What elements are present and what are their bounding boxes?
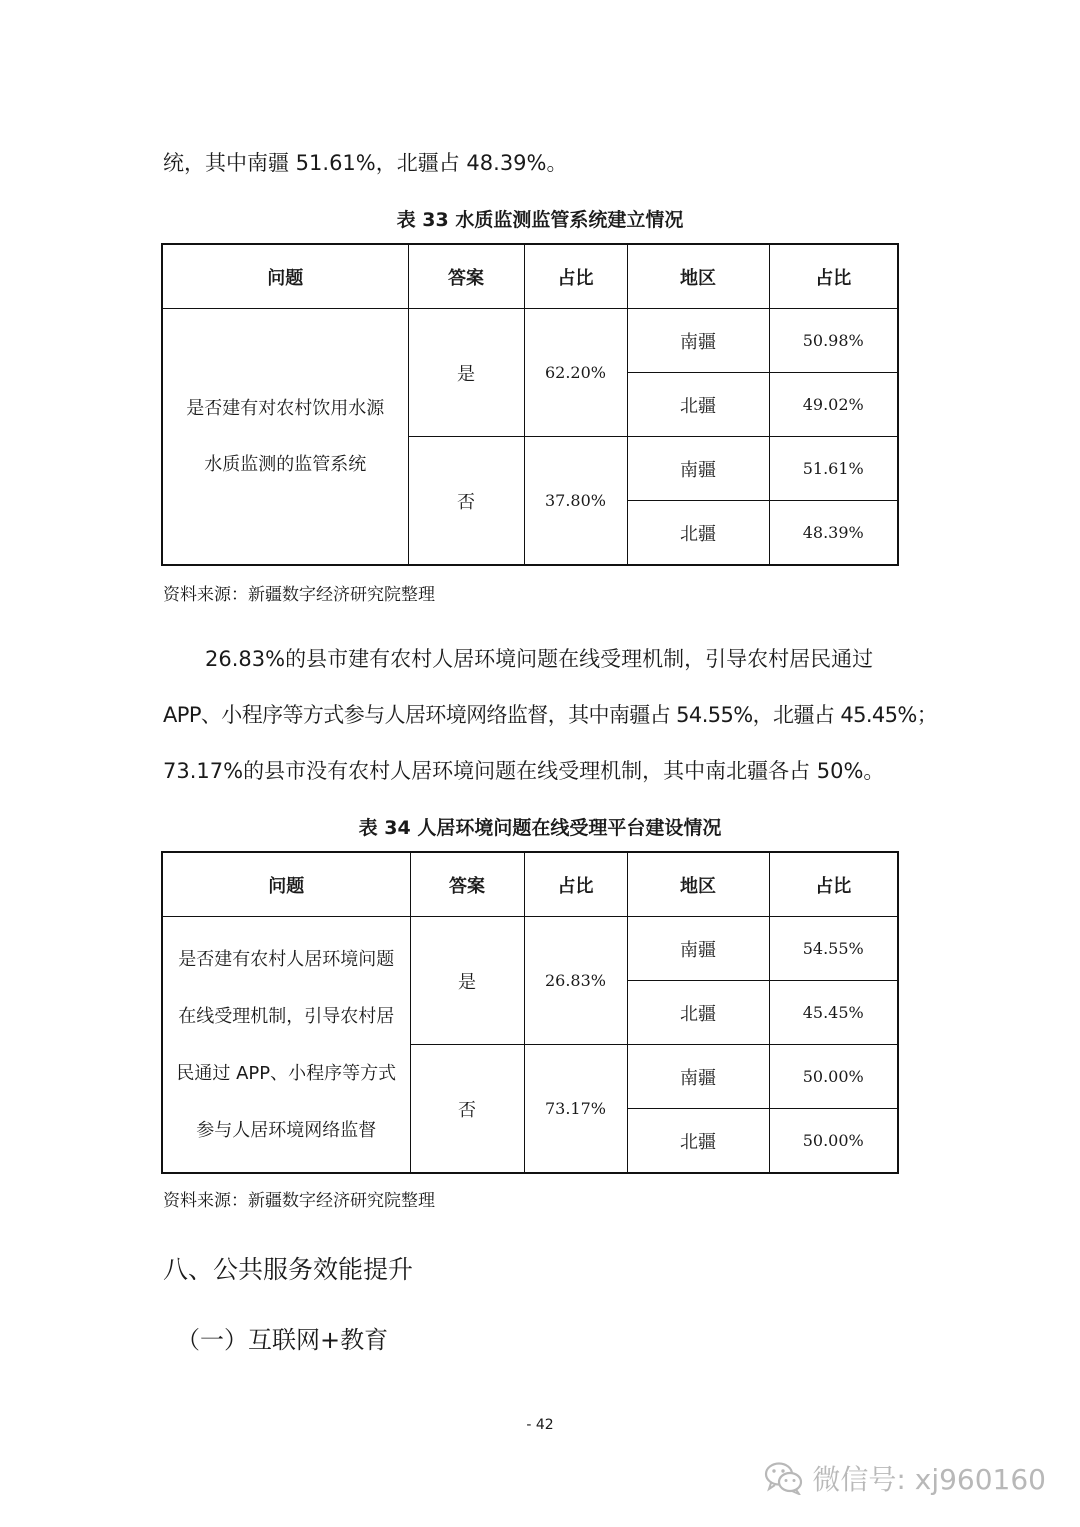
region-cell: 南疆: [627, 437, 769, 501]
header-question: 问题: [162, 852, 410, 917]
region-cell: 北疆: [627, 373, 769, 437]
question-line: 是否建有农村人居环境问题: [178, 948, 395, 970]
question-cell: [162, 309, 408, 566]
header-ratio: 占比: [524, 244, 627, 309]
ratio-cell: 73.17%: [524, 1045, 627, 1174]
question-line: 民通过 APP、小程序等方式: [176, 1062, 397, 1084]
question-line: 是否建有对农村饮用水源: [186, 397, 385, 419]
table-row: [162, 917, 898, 981]
region-ratio-cell: 51.61%: [769, 437, 898, 501]
subsection-heading: （一）互联网+教育: [176, 1326, 389, 1354]
region-cell: 北疆: [627, 501, 769, 566]
table33-source: 资料来源：新疆数字经济研究院整理: [163, 585, 435, 605]
question-line: 在线受理机制，引导农村居: [178, 1005, 395, 1027]
ratio-cell: 37.80%: [524, 437, 627, 566]
question-line: 水质监测的监管系统: [204, 453, 367, 475]
table34-source: 资料来源：新疆数字经济研究院整理: [163, 1191, 435, 1211]
header-answer: 答案: [408, 244, 524, 309]
ratio-cell: 26.83%: [524, 917, 627, 1045]
watermark-text: 微信号: xj960160: [812, 1463, 1046, 1496]
region-cell: 南疆: [627, 917, 769, 981]
table-row: [162, 309, 898, 373]
table-header-row: [162, 244, 898, 309]
header-ratio: 占比: [524, 852, 627, 917]
region-cell: 北疆: [627, 1109, 769, 1174]
answer-cell: 是: [410, 917, 524, 1045]
watermark: [764, 1458, 1046, 1498]
header-question: 问题: [162, 244, 408, 309]
header-region-ratio: 占比: [769, 244, 898, 309]
question-line: 参与人居环境网络监督: [196, 1119, 377, 1141]
paragraph-line-2: APP、小程序等方式参与人居环境网络监督，其中南疆占 54.55%，北疆占 45.45%；: [163, 703, 938, 727]
table33: [161, 243, 899, 566]
page-number: - 42: [526, 1417, 554, 1433]
question-cell: [162, 917, 410, 1174]
region-ratio-cell: 48.39%: [769, 501, 898, 566]
table34: [161, 851, 899, 1174]
region-ratio-cell: 50.00%: [769, 1045, 898, 1109]
intro-line: 统，其中南疆 51.61%，北疆占 48.39%。: [163, 151, 568, 175]
region-cell: 南疆: [627, 1045, 769, 1109]
table33-caption: 表 33 水质监测监管系统建立情况: [396, 209, 684, 231]
header-region: 地区: [627, 244, 769, 309]
ratio-cell: 62.20%: [524, 309, 627, 437]
region-ratio-cell: 54.55%: [769, 917, 898, 981]
section-heading: 八、公共服务效能提升: [163, 1255, 414, 1284]
wechat-icon: [764, 1461, 804, 1495]
header-region: 地区: [627, 852, 769, 917]
paragraph-line-1: 26.83%的县市建有农村人居环境问题在线受理机制，引导农村居民通过: [205, 647, 874, 671]
region-cell: 北疆: [627, 981, 769, 1045]
region-cell: 南疆: [627, 309, 769, 373]
region-ratio-cell: 45.45%: [769, 981, 898, 1045]
answer-cell: 否: [408, 437, 524, 566]
region-ratio-cell: 50.98%: [769, 309, 898, 373]
table34-caption: 表 34 人居环境问题在线受理平台建设情况: [358, 817, 722, 839]
region-ratio-cell: 50.00%: [769, 1109, 898, 1174]
table-header-row: [162, 852, 898, 917]
header-answer: 答案: [410, 852, 524, 917]
paragraph-line-3: 73.17%的县市没有农村人居环境问题在线受理机制，其中南北疆各占 50%。: [163, 759, 885, 783]
answer-cell: 否: [410, 1045, 524, 1174]
answer-cell: 是: [408, 309, 524, 437]
region-ratio-cell: 49.02%: [769, 373, 898, 437]
header-region-ratio: 占比: [769, 852, 898, 917]
